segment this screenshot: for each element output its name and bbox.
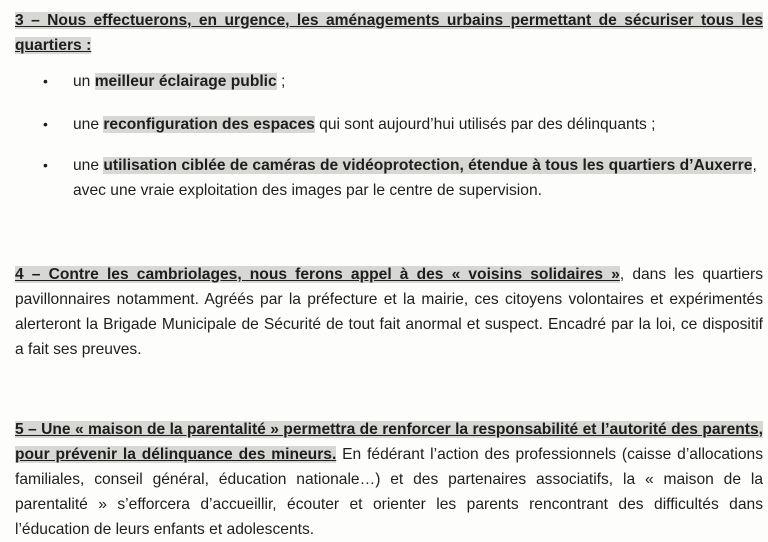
bullet-highlight: reconfiguration des espaces [103, 116, 315, 133]
bullet-prefix: une [73, 157, 104, 174]
section-5-heading: 5 – Une « maison de la parentalité » permettra de renforcer la responsabilité et l’autorité des parents, pour prévenir la délinquance des mineurs. [15, 421, 763, 463]
section-4 [15, 262, 763, 362]
bullet-icon: • [43, 116, 48, 132]
section-3-heading-text: 3 – Nous effectuerons, en urgence, les aménagements urbains permettant de sécuriser tous les quartiers : [15, 12, 763, 54]
section-5 [15, 417, 763, 542]
section-5-paragraph [15, 417, 763, 542]
section-3-bullet-list [15, 69, 763, 203]
bullet-icon: • [43, 73, 48, 89]
section-3-heading [15, 8, 763, 58]
bullet-prefix: un [73, 73, 95, 90]
section-5-body: En fédérant l’action des professionnels (caisse d’allocations familiales, conseil général, éducation nationale…) et des partenaires associatifs, la « maison de la parentalité » s’efforcera d’accueillir, écouter et orienter les parents rencontrant des difficultés dans l’éducation de leurs enfants et adolescents. [15, 446, 763, 538]
bullet-highlight: meilleur éclairage public [94, 73, 277, 90]
list-item [15, 153, 763, 203]
section-4-body: , dans les quartiers pavillonnaires notamment. Agréés par la préfecture et la mairie, ces citoyens volontaires et expérimentés alerteront la Brigade Municipale de Sécurité de tout fait anormal et suspect. Encadré par la loi, ce dispositif a fait ses preuves. [15, 266, 763, 358]
section-4-heading: 4 – Contre les cambriolages, nous ferons appel à des « voisins solidaires » [15, 266, 620, 283]
section-4-paragraph [15, 262, 763, 362]
bullet-icon: • [43, 157, 48, 173]
bullet-highlight: utilisation ciblée de caméras de vidéoprotection, étendue à tous les quartiers d’Auxerre [103, 157, 753, 174]
bullet-suffix: , avec une vraie exploitation des images par le centre de supervision. [73, 157, 757, 199]
bullet-prefix: une [73, 116, 104, 133]
bullet-suffix: qui sont aujourd’hui utilisés par des délinquants ; [314, 116, 656, 133]
section-3 [15, 8, 763, 203]
list-item [15, 112, 763, 137]
list-item [15, 69, 763, 94]
bullet-suffix: ; [276, 73, 286, 90]
